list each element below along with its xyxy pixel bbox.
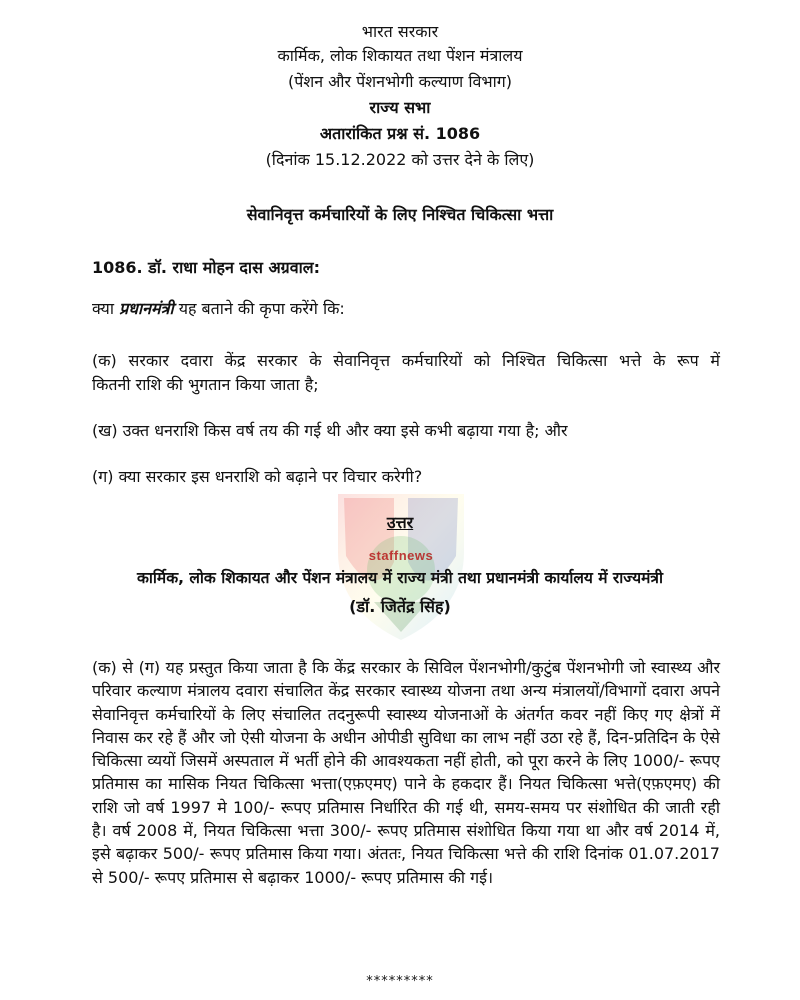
header-ministry: कार्मिक, लोक शिकायत तथा पेंशन मंत्रालय [277, 46, 523, 65]
question-part-a-line1: (क) सरकार दवारा केंद्र सरकार के सेवानिवृत्त कर्मचारियों को निश्चित चिकित्सा भत्ते के रूप में [92, 351, 720, 370]
minister-name: (डॉ. जितेंद्र सिंह) [349, 597, 451, 616]
question-intro [92, 298, 345, 320]
header-government: भारत सरकार [361, 22, 439, 41]
question-part-b: (ख) उक्त धनराशि किस वर्ष तय की गई थी और क्या इसे कभी बढ़ाया गया है; और [92, 421, 568, 440]
question-part-a-line2: कितनी राशि की भुगतान किया जाता है; [92, 375, 319, 394]
question-intro-pm: प्रधानमंत्री [119, 299, 174, 318]
subject-title: सेवानिवृत्त कर्मचारियों के लिए निश्चित चिकित्सा भत्ता [246, 205, 554, 224]
watermark-label: staffnews [368, 548, 434, 563]
header-answer-date: (दिनांक 15.12.2022 को उत्तर देने के लिए) [265, 150, 535, 169]
question-part-c: (ग) क्या सरकार इस धनराशि को बढ़ाने पर विचार करेगी? [92, 467, 423, 486]
header-question-number: अतारांकित प्रश्न सं. 1086 [319, 124, 481, 143]
answer-body: (क) से (ग) यह प्रस्तुत किया जाता है कि केंद्र सरकार के सिविल पेंशनभोगी/कुटुंब पेंशनभोगी जो स्वास्थ्य और परिवार कल्याण मंत्रालय दवारा संचालित केंद्र सरकार स्वास्थ्य योजना तथा अन्य मंत्रालयों/विभागों दवारा अपने सेवानिवृत्त कर्मचारियों के लिए संचालित तदनुरूपी स्वास्थ्य योजनाओं के अंतर्गत कवर नहीं किए गए क्षेत्रों में निवास कर रहे हैं और जो ऐसी योजना के अधीन ओपीडी सुविधा का लाभ नहीं उठा रहे हैं, दिन-प्रतिदिन के ऐसे चिकित्सा व्ययों जिसमें अस्पताल में भर्ती होने की आवश्यकता नहीं होती, को पूरा करने के लिए 1000/- रूपए प्रतिमास का मासिक नियत चिकित्सा भत्ता(एफ़एमए) पाने के हकदार हैं। नियत चिकित्सा भत्ते(एफ़एमए) की राशि जो वर्ष 1997 मे 100/- रूपए प्रतिमास निर्धारित की गई थी, समय-समय पर संशोधित की जाती रही है। वर्ष 2008 में, नियत चिकित्सा भत्ता 300/- रूपए प्रतिमास संशोधित किया गया था और वर्ष 2014 में, इसे बढ़ाकर 500/- रूपए प्रतिमास किया गया। अंततः, नियत चिकित्सा भत्ते की राशि दिनांक 01.07.2017 से 500/- रूपए प्रतिमास से बढ़ाकर 1000/- रूपए प्रतिमास की गई। [92, 658, 720, 887]
header-house: राज्य सभा [369, 98, 431, 117]
answer-heading-text: उत्तर [386, 513, 414, 532]
answer-heading [0, 513, 800, 533]
question-member: 1086. डॉ. राधा मोहन दास अग्रवाल: [92, 258, 320, 277]
question-intro-prefix: क्या [92, 299, 114, 318]
minister-title: कार्मिक, लोक शिकायत और पेंशन मंत्रालय में राज्य मंत्री तथा प्रधानमंत्री कार्यालय में राज्यमंत्री [137, 569, 663, 587]
question-intro-suffix: यह बताने की कृपा करेंगे कि: [178, 299, 345, 318]
header-department: (पेंशन और पेंशनभोगी कल्याण विभाग) [287, 72, 512, 91]
end-mark: ********* [366, 974, 434, 989]
